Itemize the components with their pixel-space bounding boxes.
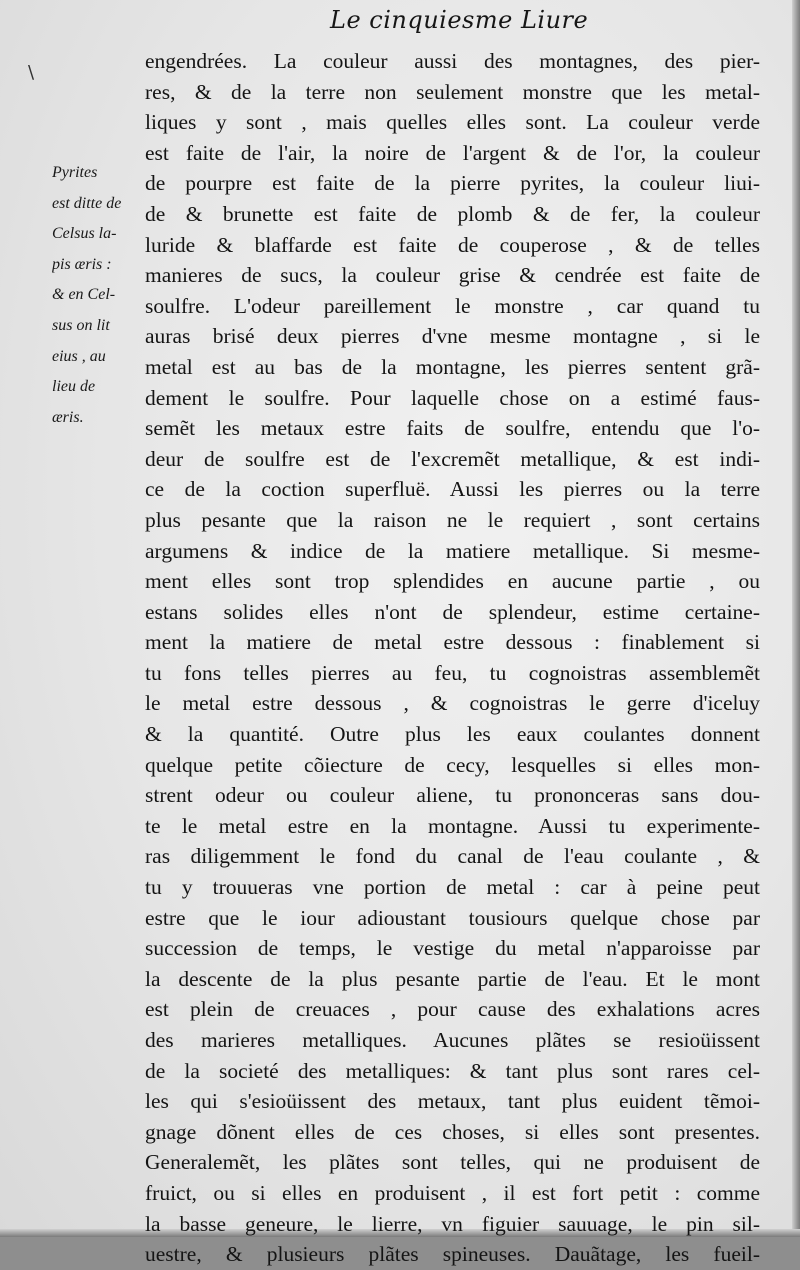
text-line: soulfre. L'odeur pareillement le monstre , car quand tu	[145, 293, 760, 318]
text-line: ce de la coction superfluë. Aussi les pierres ou la terre	[145, 477, 760, 502]
text-line: strent odeur ou couleur aliene, tu prononceras sans dou-	[145, 783, 760, 808]
margin-note-line: eius , au	[52, 347, 106, 365]
margin-note-line: sus on lit	[52, 316, 110, 334]
text-line: succession de temps, le vestige du metal n'apparoisse par	[145, 936, 760, 961]
body-text	[145, 46, 760, 1270]
margin-note-line: Pyrites	[52, 164, 98, 181]
text-line: plus pesante que la raison ne le requiert , sont certains	[145, 507, 760, 532]
text-line: de & brunette est faite de plomb & de fer, la couleur	[145, 201, 760, 226]
text-line: quelque petite cõiecture de cecy, lesquelles si elles mon-	[145, 752, 760, 777]
text-line: ment la matiere de metal estre dessous : finablement si	[145, 630, 760, 655]
margin-note-line: pis æris :	[52, 255, 112, 273]
text-line: de la societé des metalliques: & tant plus sont rares cel-	[145, 1058, 760, 1083]
text-line: uestre, & plusieurs plãtes spineuses. Dauãtage, les fueil-	[145, 1242, 760, 1267]
margin-mark: \	[28, 62, 35, 83]
text-line: le metal estre dessous , & cognoistras le gerre d'iceluy	[145, 691, 760, 716]
text-line: la descente de la plus pesante partie de l'eau. Et le mont	[145, 966, 760, 991]
margin-note-line: & en Cel-	[52, 286, 116, 304]
margin-note-line: æris.	[52, 408, 84, 426]
text-line: de pourpre est faite de la pierre pyrites, la couleur liui-	[145, 171, 760, 196]
text-line: semẽt les metaux estre faits de soulfre, entendu que l'o-	[145, 416, 760, 441]
text-line: manieres de sucs, la couleur grise & cendrée est faite de	[145, 263, 760, 288]
text-line: les qui s'esioüissent des metaux, tant plus euident tẽmoi-	[145, 1089, 760, 1114]
text-line: fruict, ou si elles en produisent , il est fort petit : comme	[145, 1180, 760, 1205]
text-line: est plein de creuaces , pour cause des exhalations acres	[145, 997, 760, 1022]
text-line: Generalemẽt, les plãtes sont telles, qui ne produisent de	[145, 1150, 760, 1175]
text-line: & la quantité. Outre plus les eaux coulantes donnent	[145, 722, 760, 747]
text-line: estre que le iour adioustant tousiours quelque chose par	[145, 905, 760, 930]
page-edge-right	[792, 0, 800, 1237]
text-line: deur de soulfre est de l'excremẽt metallique, & est indi-	[145, 446, 760, 471]
text-line: est faite de l'air, la noire de l'argent & de l'or, la couleur	[145, 140, 760, 165]
text-line: liques y sont , mais quelles elles sont. La couleur verde	[145, 110, 760, 135]
text-line: la basse geneure, le lierre, vn figuier sauuage, le pin sil-	[145, 1211, 760, 1236]
text-line: engendrées. La couleur aussi des montagnes, des pier-	[145, 49, 760, 73]
text-line: res, & de la terre non seulement monstre que les metal-	[145, 79, 760, 104]
margin-note	[52, 158, 144, 433]
text-line: tu y trouueras vne portion de metal : car à peine peut	[145, 875, 760, 900]
text-line: tu fons telles pierres au feu, tu cognoistras assemblemẽt	[145, 660, 760, 685]
running-head: Le cinquiesme Liure	[330, 6, 589, 34]
margin-note-line: est ditte de	[52, 194, 122, 212]
text-line: ras diligemment le fond du canal de l'eau coulante , &	[145, 844, 760, 869]
text-line: luride & blaffarde est faite de couperose , & de telles	[145, 232, 760, 257]
text-line: ment elles sont trop splendides en aucune partie , ou	[145, 569, 760, 594]
text-line: estans solides elles n'ont de splendeur, estime certaine-	[145, 599, 760, 624]
text-line: dement le soulfre. Pour laquelle chose on a estimé faus-	[145, 385, 760, 410]
text-line: des marieres metalliques. Aucunes plãtes se resioüissent	[145, 1028, 760, 1052]
text-line: auras brisé deux pierres d'vne mesme montagne , si le	[145, 324, 760, 349]
margin-note-line: Celsus la-	[52, 225, 117, 243]
text-line: argumens & indice de la matiere metallique. Si mesme-	[145, 538, 760, 563]
text-line: metal est au bas de la montagne, les pierres sentent grã-	[145, 354, 760, 379]
text-line: te le metal estre en la montagne. Aussi tu experimente-	[145, 813, 760, 838]
text-line: gnage dõnent elles de ces choses, si elles sont presentes.	[145, 1119, 760, 1144]
margin-note-line: lieu de	[52, 378, 96, 396]
